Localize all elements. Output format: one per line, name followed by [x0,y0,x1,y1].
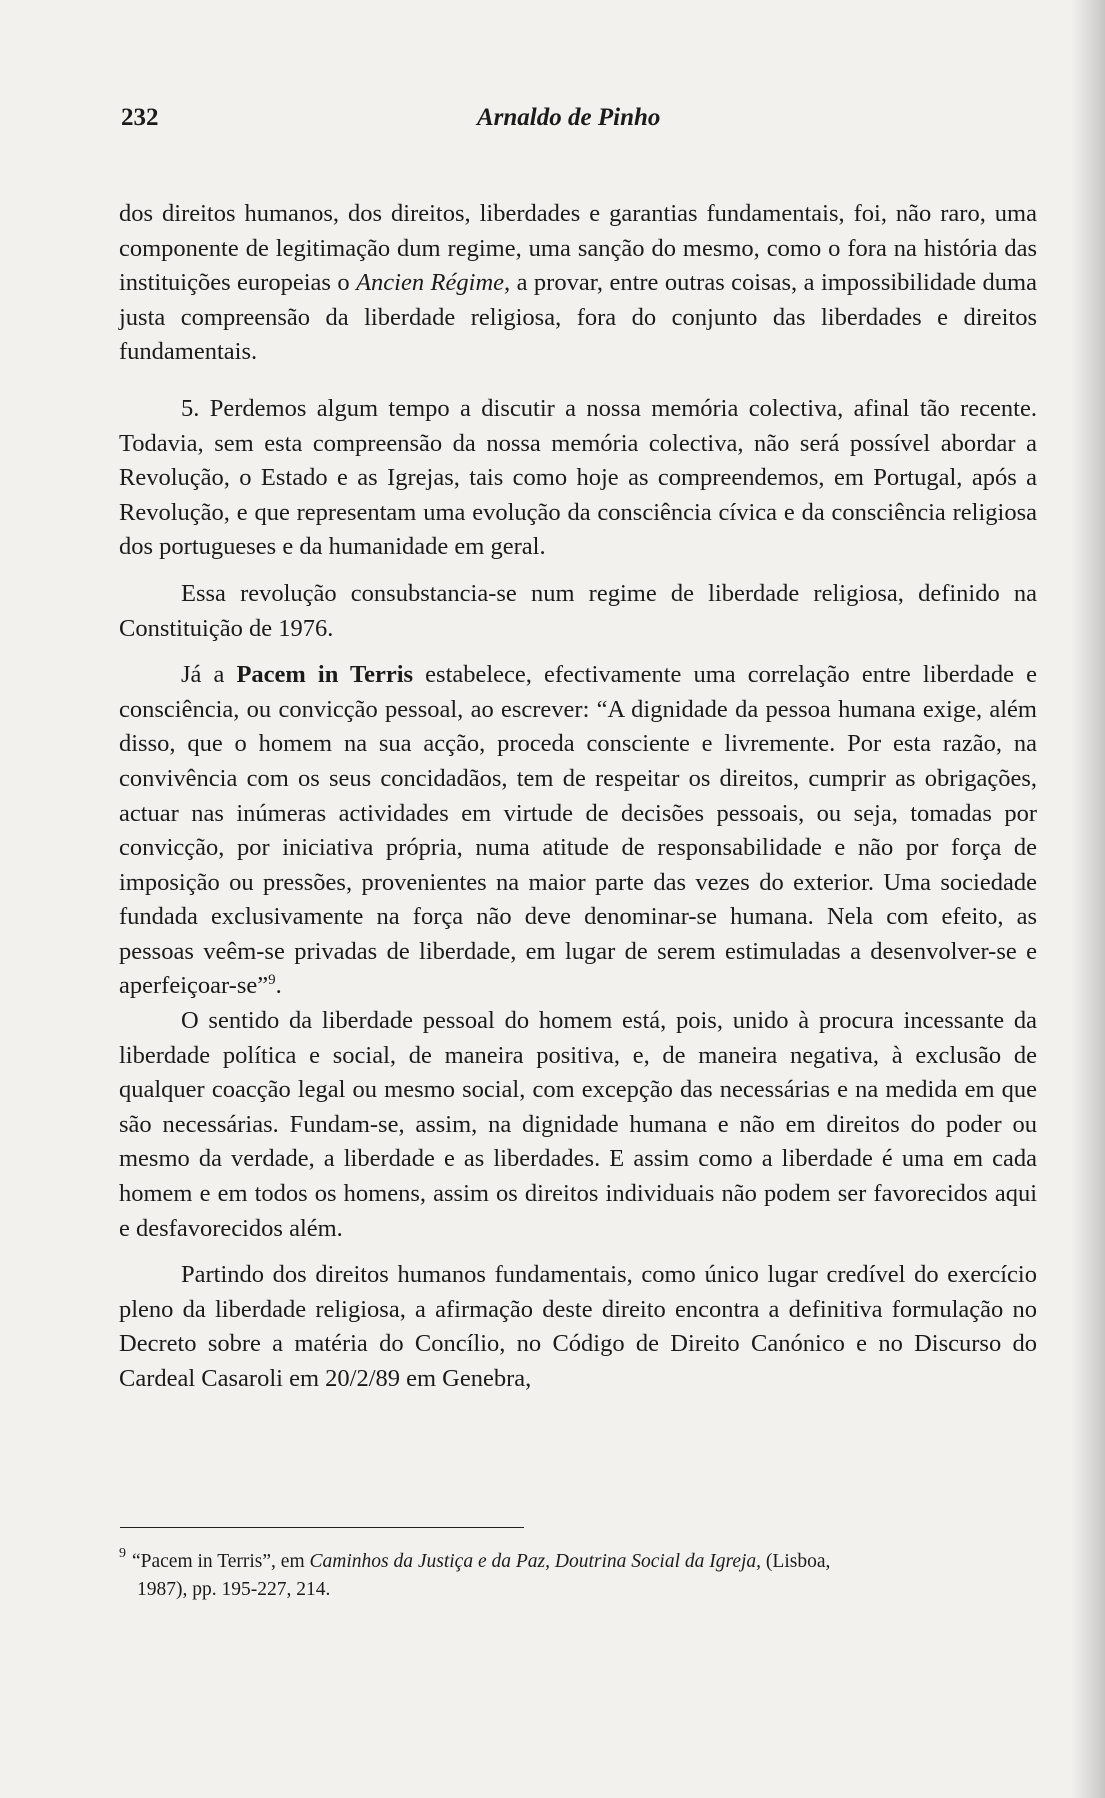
paragraph-1-italic: Ancien Régime, [356,269,511,297]
page-edge-shadow [1071,0,1105,1798]
paragraph-1 [119,197,1037,370]
paragraph-4 [119,658,1037,1004]
paragraph-1-text-end: a provar, entre outras coisas, a impossibilidade duma justa compreensão da liberdade religiosa, fora do conjunto das liberdades e direitos fundamentais. [119,269,1037,366]
paragraph-3: Essa revolução consubstancia-se num regime de liberdade religiosa, definido na Constituição de 1976. [119,579,1037,642]
footnote-line-1 [119,1548,1035,1576]
page-header [121,104,1035,138]
footnote-text-end: (Lisboa, [761,1551,831,1572]
footnote-text: “Pacem in Terris”, em [132,1551,310,1572]
footnote-mark: 9 [119,1546,126,1561]
paragraph-6: Partindo dos direitos humanos fundamentais, como único lugar credível do exercício pleno da liberdade religiosa, a afirmação deste direito encontra a definitiva formulação no Decreto sobre a matéria do Concílio, no Código de Direito Canónico e no Discurso do Cardeal Casaroli em 20/2/89 em Genebra, [119,1261,1037,1392]
paragraph-4-text-mid: estabelece, efectivamente uma correlação entre liberdade e consciência, ou convicção pessoal, ao escrever: “A dignidade da pessoa humana exige, além disso, que o homem na sua acção, proceda consciente e livremente. Por esta razão, na convivência com os seus concidadãos, tem de respeitar os direitos, cumprir as obrigações, actuar nas inúmeras actividades em virtude de decisões pessoais, ou seja, tomadas por convicção, por iniciativa própria, numa atitude de responsabilidade e não por força de imposição ou pressões, provenientes na maior parte das vezes do exterior. Uma sociedade fundada exclusivamente na força não deve denominar-se humana. Nela com efeito, as pessoas veêm-se privadas de liberdade, em lugar de serem estimuladas a desenvolver-se e aperfeiçoar-se” [119,661,1038,1000]
paragraph-1-text: dos direitos humanos, dos direitos, liberdades e garantias fundamentais, foi, não raro, uma componente de legitimação dum regime, uma sanção do mesmo, como o fora na história das instituições europeias o [119,200,1037,297]
footnote-line-2: 1987), pp. 195-227, 214. [137,1579,331,1600]
page-number: 232 [121,104,159,131]
paragraph-4-text: Já a [181,661,237,689]
footnote-italic-title: Caminhos da Justiça e da Paz, Doutrina Social da Igreja, [309,1551,762,1572]
running-head: Arnaldo de Pinho [477,104,661,131]
paragraph-2: 5. Perdemos algum tempo a discutir a nossa memória colectiva, afinal tão recente. Todavia, sem esta compreensão da nossa memória colectiva, não será possível abordar a Revolução, o Estado e as Igrejas, tais como hoje as compreendemos, em Portugal, após a Revolução, e que representam uma evolução da consciência cívica e da consciência religiosa dos portugueses e da humanidade em geral. [119,394,1037,561]
footnote-separator [120,1527,524,1528]
paragraph-5: O sentido da liberdade pessoal do homem está, pois, unido à procura incessante da liberdade política e social, de maneira positiva, e, de maneira negativa, à exclusão de qualquer coacção legal ou mesmo social, com excepção das necessárias e na medida em que são necessárias. Fundam-se, assim, na dignidade humana e não em direitos do poder ou mesmo da verdade, a liberdade e as liberdades. E assim como a liberdade é uma em cada homem e em todos os homens, assim os direitos individuais não podem ser favorecidos aqui e desfavorecidos além. [119,1007,1037,1242]
body-text [119,197,1037,1397]
footnote-reference: 9 [268,972,276,989]
footnote [119,1548,1035,1604]
paragraph-4-text-end: . [275,972,282,1000]
paragraph-4-bold-title: Pacem in Terris [236,661,414,689]
